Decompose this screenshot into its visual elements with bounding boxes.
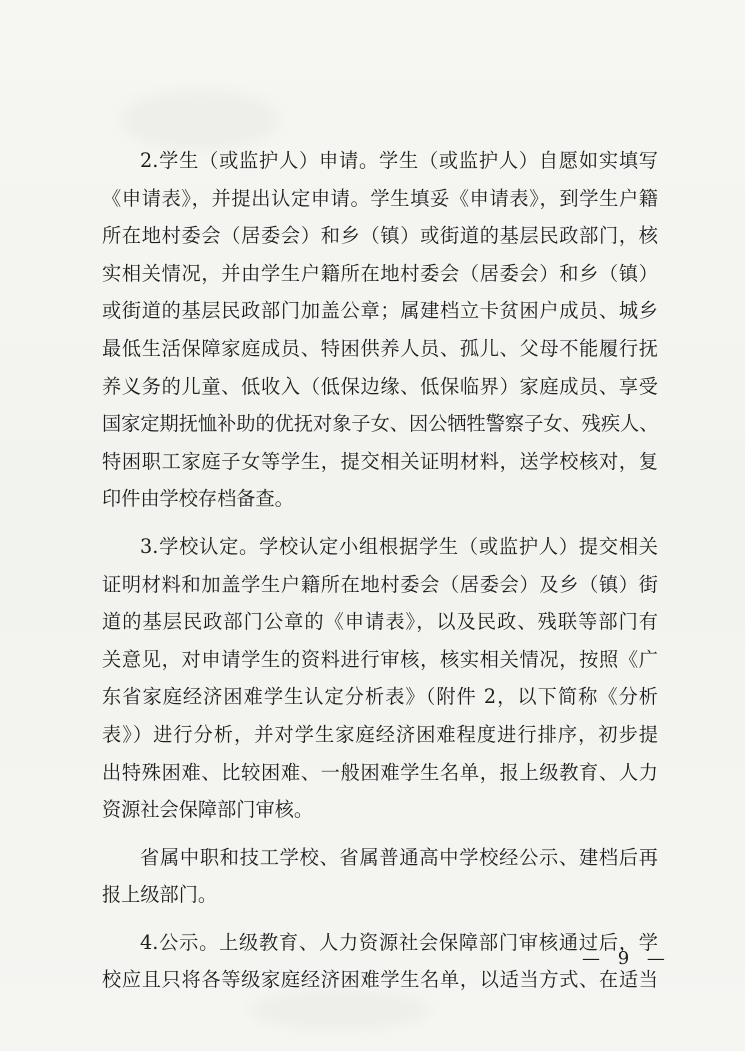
text-line: 省属中职和技工学校、省属普通高中学校经公示、建档后再 [140,845,658,869]
text-line: 或街道的基层民政部门加盖公章；属建档立卡贫困户成员、城乡 [102,299,658,323]
page-number: — 9 — [582,948,671,969]
text-line: 最低生活保障家庭成员、特困供养人员、孤儿、父母不能履行抚 [102,336,658,360]
text-line: 国家定期抚恤补助的优抚对象子女、因公牺牲警察子女、残疾人、 [102,412,659,436]
text-line: 所在地村委会（居委会）和乡（镇）或街道的基层民政部门，核 [102,224,658,248]
text-line: 《申请表》，并提出认定申请。学生填妥《申请表》，到学生户籍 [102,186,658,210]
text-line: 4.公示。上级教育、人力资源社会保障部门审核通过后，学 [140,930,658,954]
paragraph-provincial-schools [102,839,658,914]
paragraph-student-application [102,142,658,518]
text-line: 校应且只将各等级家庭经济困难学生名单，以适当方式、在适当 [102,968,658,992]
text-line: 道的基层民政部门公章的《申请表》，以及民政、残联等部门有 [102,610,658,634]
body-text [102,142,658,999]
text-line: 东省家庭经济困难学生认定分析表》（附件 2，以下简称《分析 [102,685,658,709]
scan-smudge [120,90,280,150]
text-line: 证明材料和加盖学生户籍所在地村委会（居委会）及乡（镇）街 [102,572,658,596]
text-line: 特困职工家庭子女等学生，提交相关证明材料，送学校核对，复 [102,449,658,473]
text-line: 资源社会保障部门审核。 [102,798,314,822]
text-line: 关意见，对申请学生的资料进行审核，核实相关情况，按照《广 [102,647,658,671]
text-line: 3.学校认定。学校认定小组根据学生（或监护人）提交相关 [140,534,658,558]
paragraph-public-notice [102,924,658,999]
text-line: 印件由学校存档备查。 [102,487,294,511]
text-line: 2.学生（或监护人）申请。学生（或监护人）自愿如实填写 [140,149,658,172]
paragraph-school-review [102,528,658,829]
text-line: 出特殊困难、比较困难、一般困难学生名单，报上级教育、人力 [102,760,658,784]
text-line: 报上级部门。 [102,883,218,907]
text-line: 表》）进行分析，并对学生家庭经济困难程度进行排序，初步提 [102,722,658,746]
text-line: 养义务的儿童、低收入（低保边缘、低保临界）家庭成员、享受 [102,374,658,398]
text-line: 实相关情况，并由学生户籍所在地村委会（居委会）和乡（镇） [102,261,658,285]
